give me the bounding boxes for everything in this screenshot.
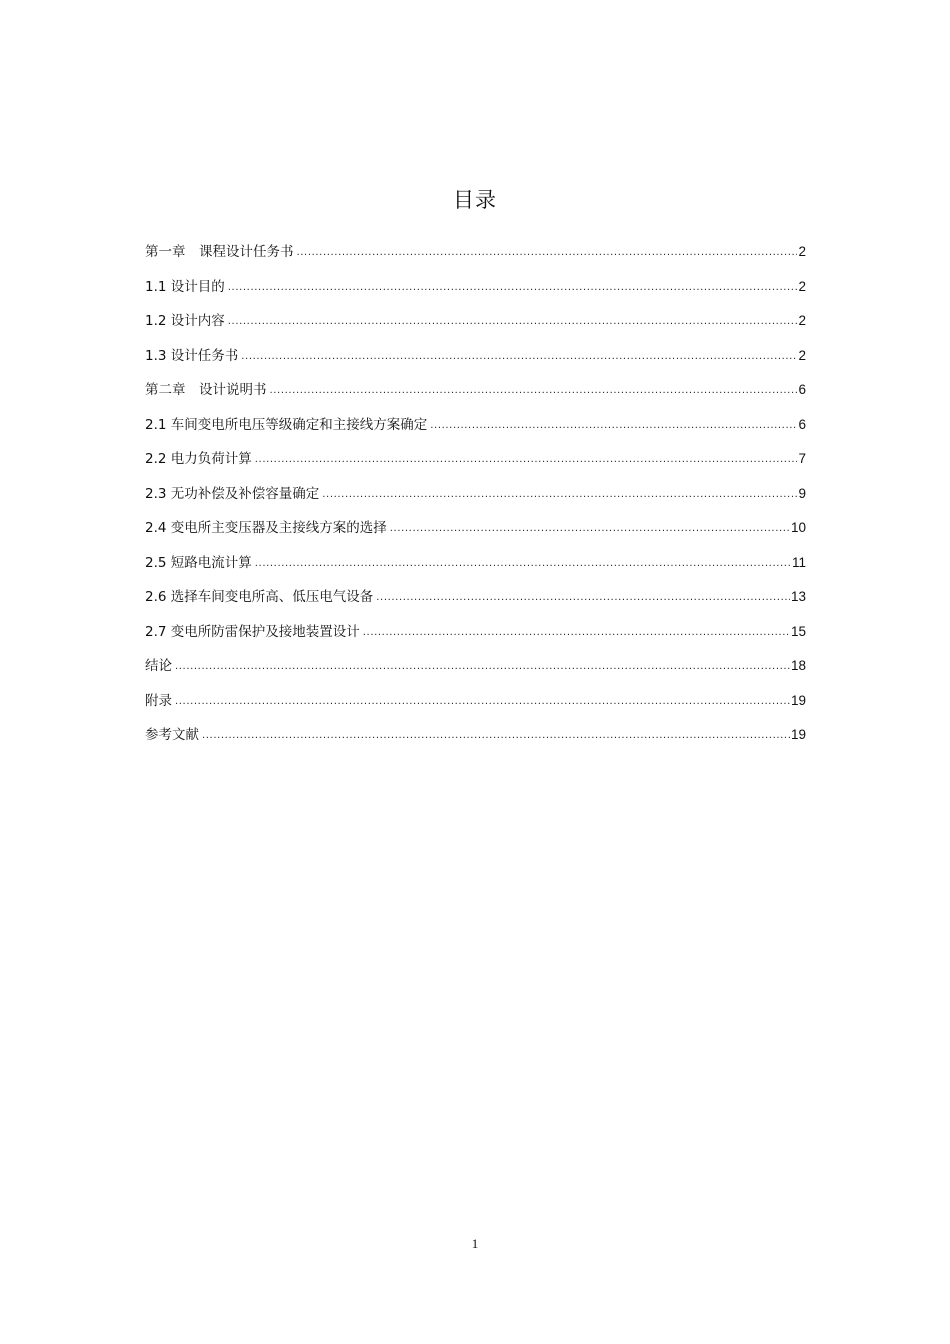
toc-entry[interactable]	[145, 689, 806, 724]
toc-entry-page: 2	[798, 313, 806, 328]
toc-entry-page: 10	[790, 520, 806, 535]
table-of-contents	[145, 240, 806, 758]
toc-entry-label: 参考文献	[145, 727, 199, 743]
toc-entry[interactable]	[145, 275, 806, 310]
toc-dot-leader	[390, 517, 790, 541]
toc-entry-page: 15	[790, 623, 806, 639]
toc-dot-leader	[430, 414, 797, 438]
toc-entry[interactable]	[145, 378, 806, 413]
toc-entry[interactable]	[145, 551, 806, 586]
toc-entry[interactable]	[145, 413, 806, 448]
toc-dot-leader	[175, 690, 790, 714]
toc-entry-page: 2	[798, 244, 806, 259]
toc-entry-label: 2.1 车间变电所电压等级确定和主接线方案确定	[145, 416, 428, 433]
toc-entry-page: 2	[798, 278, 806, 294]
toc-entry[interactable]	[145, 723, 806, 758]
toc-entry-label: 2.7 变电所防雷保护及接地装置设计	[145, 623, 360, 640]
toc-dot-leader	[255, 448, 798, 472]
toc-entry-label: 第二章 设计说明书	[145, 382, 267, 398]
toc-entry-page: 19	[790, 727, 806, 742]
toc-entry-page: 18	[790, 658, 806, 673]
page-number: 1	[471, 1236, 479, 1251]
toc-entry-label: 2.5 短路电流计算	[145, 554, 252, 571]
toc-title: 目录	[453, 188, 497, 212]
toc-entry-label: 2.2 电力负荷计算	[145, 451, 252, 467]
toc-entry-label: 2.4 变电所主变压器及主接线方案的选择	[145, 520, 387, 536]
toc-entry[interactable]	[145, 240, 806, 275]
toc-entry-page: 19	[790, 692, 806, 708]
toc-dot-leader	[270, 379, 798, 403]
toc-entry-page: 6	[798, 416, 806, 432]
toc-entry-label: 附录	[145, 692, 172, 709]
toc-entry-page: 2	[798, 347, 806, 363]
toc-entry[interactable]	[145, 482, 806, 517]
toc-dot-leader	[322, 483, 797, 507]
toc-dot-leader	[297, 241, 798, 265]
toc-dot-leader	[241, 345, 797, 369]
toc-entry-label: 1.2 设计内容	[145, 313, 225, 329]
toc-dot-leader	[363, 621, 790, 645]
toc-entry-page: 13	[790, 589, 806, 604]
toc-dot-leader	[376, 586, 790, 610]
toc-entry-page: 6	[798, 382, 806, 397]
toc-entry[interactable]	[145, 344, 806, 379]
toc-dot-leader	[175, 655, 790, 679]
toc-dot-leader	[255, 552, 791, 576]
toc-entry-label: 2.6 选择车间变电所高、低压电气设备	[145, 589, 374, 605]
toc-entry[interactable]	[145, 447, 806, 482]
toc-entry-label: 第一章 课程设计任务书	[145, 244, 294, 260]
toc-entry-page: 11	[791, 554, 806, 570]
toc-dot-leader	[228, 310, 798, 334]
toc-entry[interactable]	[145, 309, 806, 344]
toc-entry[interactable]	[145, 620, 806, 655]
toc-entry[interactable]	[145, 585, 806, 620]
toc-entry[interactable]	[145, 516, 806, 551]
toc-entry-label: 1.3 设计任务书	[145, 347, 239, 364]
toc-entry[interactable]	[145, 654, 806, 689]
toc-entry-page: 9	[798, 485, 806, 501]
toc-entry-page: 7	[798, 451, 806, 466]
toc-entry-label: 结论	[145, 658, 172, 674]
toc-dot-leader	[202, 724, 790, 748]
toc-entry-label: 1.1 设计目的	[145, 278, 225, 295]
toc-dot-leader	[228, 276, 798, 300]
toc-entry-label: 2.3 无功补偿及补偿容量确定	[145, 485, 320, 502]
